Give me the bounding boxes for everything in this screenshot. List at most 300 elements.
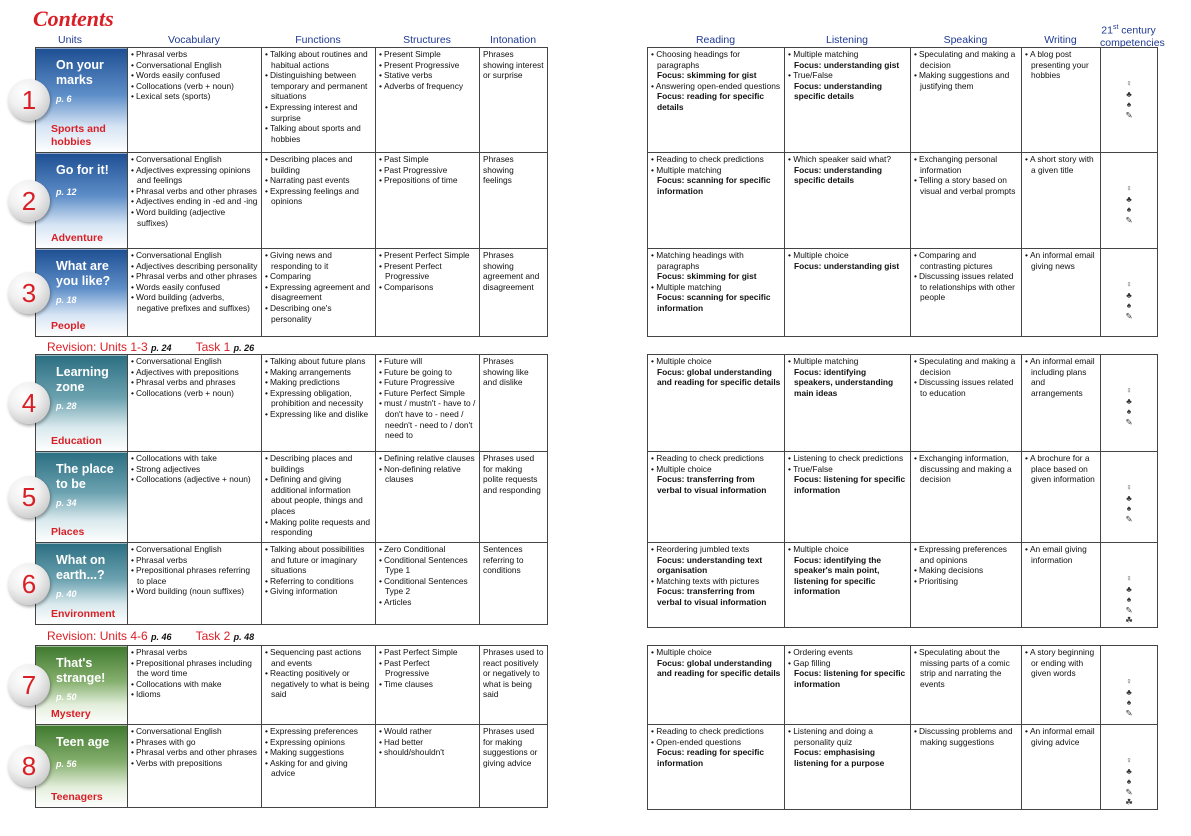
structures-item: • Present Progressive (379, 60, 476, 71)
intonation-cell: Phrases showing like and dislike (480, 355, 548, 452)
vocabulary-item: • Conversational English (131, 544, 258, 555)
unit-cell[interactable] (21, 153, 128, 249)
structures-item: • Future Progressive (379, 377, 476, 388)
vocabulary-cell (128, 543, 262, 625)
competencies-cell (1101, 249, 1158, 337)
speaking-cell (911, 48, 1022, 153)
task-label: Task 1 (195, 340, 234, 354)
speaking-item: • Making suggestions and justifying them (914, 70, 1018, 91)
competency-icon: ✎ (1125, 707, 1133, 718)
reading-cell (648, 355, 785, 452)
writing-cell (1022, 452, 1101, 543)
structures-item: • Conditional Sentences Type 2 (379, 576, 476, 597)
listening-item-focus: Focus: listening for specific information (794, 474, 906, 495)
intonation-cell: Phrases used for making suggestions or giving advice (480, 725, 548, 808)
listening-cell (785, 153, 911, 249)
structures-cell (376, 153, 480, 249)
reading-cell (648, 543, 785, 628)
competency-icon: ♠ (1126, 99, 1132, 110)
right-header-2: Speaking (943, 34, 988, 46)
unit-title: On your marks (56, 58, 104, 87)
listening-cell (785, 48, 911, 153)
functions-cell (262, 725, 376, 808)
reading-item: • Matching texts with pictures (651, 575, 760, 586)
unit-title: Learning zone (56, 365, 109, 394)
left-header-0: Units (58, 34, 82, 46)
writing-cell (1022, 725, 1101, 810)
functions-item: • Describing one's personality (265, 303, 372, 324)
revision-line[interactable] (47, 340, 254, 354)
speaking-cell (911, 355, 1022, 452)
structures-item: • Had better (379, 737, 476, 748)
vocabulary-item: • Phrasal verbs (131, 647, 258, 658)
reading-item-focus: Focus: skimming for gist (657, 271, 757, 282)
functions-item: • Giving information (265, 586, 372, 597)
vocabulary-item: • Phrases with go (131, 737, 258, 748)
page-title: Contents (33, 6, 114, 31)
competency-icon: ♣ (1126, 193, 1132, 204)
unit-theme: People (51, 320, 86, 332)
functions-item: • Making suggestions (265, 747, 372, 758)
vocabulary-item: • Conversational English (131, 250, 258, 261)
vocabulary-item: • Adjectives with prepositions (131, 367, 258, 378)
reading-item-focus: Focus: scanning for specific information (657, 292, 771, 313)
writing-item: • An email giving information (1025, 544, 1097, 565)
reading-item: • Reordering jumbled texts (651, 544, 750, 554)
unit-skills-row (648, 153, 1158, 249)
reading-item-focus: Focus: transferring from verbal to visual information (657, 586, 767, 607)
competencies-cell (1101, 646, 1158, 725)
unit-cell[interactable] (21, 543, 128, 625)
unit-title: That's strange! (56, 656, 106, 685)
unit-number-badge: 3 (8, 272, 50, 314)
vocabulary-item: • Collocations (verb + noun) (131, 81, 258, 92)
left-header-3: Structures (403, 34, 451, 46)
functions-item: • Asking for and giving advice (265, 758, 372, 779)
vocabulary-item: • Conversational English (131, 726, 258, 737)
reading-item: • Multiple matching (651, 164, 722, 175)
unit-page: p. 50 (56, 692, 77, 702)
reading-item: • Reading to check predictions (651, 726, 764, 736)
vocabulary-item: • Adjectives ending in -ed and -ing (131, 196, 258, 207)
vocabulary-item: • Phrasal verbs (131, 49, 258, 60)
competency-icon: ♣ (1126, 88, 1132, 99)
speaking-cell (911, 153, 1022, 249)
writing-cell (1022, 249, 1101, 337)
vocabulary-item: • Word building (noun suffixes) (131, 586, 258, 597)
vocabulary-item: • Adjectives expressing opinions and feelings (131, 165, 258, 186)
listening-item: • Listening to check predictions (788, 453, 904, 463)
functions-cell (262, 249, 376, 337)
speaking-item: • Exchanging information, discussing and making a decision (914, 453, 1018, 485)
structures-cell (376, 646, 480, 725)
listening-cell (785, 249, 911, 337)
listening-cell (785, 725, 911, 810)
structures-item: • Present Perfect Simple (379, 250, 476, 261)
vocabulary-item: • Words easily confused (131, 70, 258, 81)
speaking-item: • Prioritising (914, 576, 1018, 587)
vocabulary-item: • Words easily confused (131, 282, 258, 293)
reading-cell (648, 452, 785, 543)
vocabulary-cell (128, 452, 262, 543)
unit-cell[interactable] (21, 646, 128, 725)
unit-skills-row (648, 48, 1158, 153)
competencies-cell (1101, 452, 1158, 543)
listening-item: • Which speaker said what? (788, 154, 892, 164)
functions-item: • Talking about sports and hobbies (265, 123, 372, 144)
unit-theme: Environment (51, 608, 116, 620)
revision-label: Revision: Units 4-6 (47, 629, 152, 643)
listening-item-focus: Focus: understanding specific details (794, 80, 882, 102)
reading-item: • Reading to check predictions (651, 453, 764, 463)
vocabulary-cell (128, 48, 262, 153)
unit-title: Teen age (56, 735, 110, 749)
speaking-cell (911, 543, 1022, 628)
competencies-cell (1101, 543, 1158, 628)
revision-label: Revision: Units 1-3 (47, 340, 152, 354)
competency-icon: ♠ (1126, 503, 1132, 514)
competency-icon: ♣ (1126, 686, 1132, 697)
intonation-cell: Phrases used for making polite requests and responding (480, 452, 548, 543)
writing-cell (1022, 543, 1101, 628)
functions-item: • Expressing opinions (265, 737, 372, 748)
competency-icon: ✎ (1125, 109, 1133, 120)
structures-cell (376, 452, 480, 543)
speaking-cell (911, 452, 1022, 543)
listening-cell (785, 543, 911, 628)
vocabulary-item: • Lexical sets (sports) (131, 91, 258, 102)
structures-item: • must / mustn't - have to / don't have to - need / needn't - need to / don't need to (379, 398, 476, 440)
vocabulary-item: • Adjectives describing personality (131, 261, 258, 272)
right-contents-table (647, 645, 1158, 810)
structures-item: • Present Perfect Progressive (379, 261, 476, 282)
vocabulary-item: • Idioms (131, 689, 258, 700)
reading-cell (648, 646, 785, 725)
vocabulary-item: • Prepositional phrases referring to place (131, 565, 258, 586)
writing-item: • A brochure for a place based on given information (1025, 453, 1097, 485)
structures-item: • Conditional Sentences Type 1 (379, 555, 476, 576)
competency-icon: ✎ (1125, 214, 1133, 225)
unit-theme: Places (51, 526, 85, 538)
unit-row (36, 153, 548, 249)
unit-cell[interactable] (21, 452, 128, 543)
unit-cell[interactable] (21, 725, 128, 808)
listening-item-focus: Focus: understanding specific details (794, 164, 882, 186)
writing-cell (1022, 48, 1101, 153)
functions-item: • Giving news and responding to it (265, 250, 372, 271)
functions-item: • Defining and giving additional information about people, things and places (265, 474, 372, 516)
listening-item-focus: Focus: understanding gist (794, 260, 900, 271)
unit-row (36, 249, 548, 337)
competency-icon: ♣ (1126, 289, 1132, 300)
functions-item: • Comparing (265, 271, 372, 282)
right-header-0: Reading (695, 34, 736, 46)
listening-item: • Listening and doing a personality quiz (788, 726, 873, 747)
vocabulary-item: • Phrasal verbs and other phrases (131, 747, 258, 758)
functions-item: • Expressing obligation, prohibition and necessity (265, 388, 372, 409)
unit-theme: Education (51, 435, 102, 447)
reading-item: • Multiple choice (651, 356, 712, 366)
left-header-4: Intonation (489, 34, 537, 46)
functions-cell (262, 646, 376, 725)
unit-number-badge: 4 (8, 382, 50, 424)
vocabulary-item: • Conversational English (131, 154, 258, 165)
unit-row (36, 452, 548, 543)
structures-item: • Adverbs of frequency (379, 81, 476, 92)
speaking-item: • Discussing issues related to relationships with other people (914, 271, 1018, 303)
functions-cell (262, 48, 376, 153)
competency-icon: ♠ (1126, 406, 1132, 417)
structures-item: • Future be going to (379, 367, 476, 378)
reading-item: • Reading to check predictions (651, 154, 764, 164)
functions-cell (262, 355, 376, 452)
structures-cell (376, 249, 480, 337)
structures-item: • Defining relative clauses (379, 453, 476, 464)
functions-item: • Narrating past events (265, 175, 372, 186)
listening-item-focus: Focus: emphasising listening for a purpose (794, 747, 885, 768)
speaking-item: • Discussing problems and making suggestions (914, 726, 1018, 747)
writing-item: • A blog post presenting your hobbies (1025, 49, 1097, 81)
revision-page: p. 24 (151, 343, 172, 353)
competencies-cell (1101, 725, 1158, 810)
reading-item: • Multiple matching (651, 281, 722, 292)
reading-item: • Choosing headings for paragraphs (651, 49, 741, 70)
listening-item: • Gap filling (788, 657, 831, 668)
vocabulary-cell (128, 153, 262, 249)
unit-theme: Adventure (51, 232, 103, 244)
listening-cell (785, 646, 911, 725)
competency-icon: ♠ (1126, 697, 1132, 708)
competency-icon: ☘ (1125, 797, 1133, 808)
left-contents-table (21, 47, 548, 337)
structures-item: • Past Perfect Progressive (379, 658, 476, 679)
functions-item: • Sequencing past actions and events (265, 647, 372, 668)
vocabulary-item: • Collocations with take (131, 453, 258, 464)
reading-item: • Open-ended questions (651, 736, 742, 747)
competency-icon: ♣ (1126, 765, 1132, 776)
listening-item-focus: Focus: identifying the speaker's main point, listening for specific information (794, 554, 882, 597)
functions-item: • Expressing agreement and disagreement (265, 282, 372, 303)
vocabulary-cell (128, 249, 262, 337)
competencies-cell (1101, 48, 1158, 153)
unit-title: Go for it! (56, 163, 109, 177)
task-page: p. 48 (233, 632, 255, 642)
functions-item: • Expressing interest and surprise (265, 102, 372, 123)
unit-page: p. 40 (56, 589, 77, 599)
functions-cell (262, 153, 376, 249)
unit-row (36, 355, 548, 452)
listening-item: • Ordering events (788, 647, 853, 657)
unit-cell[interactable] (21, 249, 128, 337)
writing-cell (1022, 646, 1101, 725)
competencies-cell (1101, 355, 1158, 452)
reading-cell (648, 249, 785, 337)
unit-number-badge: 5 (8, 476, 50, 518)
reading-item: • Matching headings with paragraphs (651, 250, 744, 271)
vocabulary-item: • Collocations with make (131, 679, 258, 690)
structures-item: • Articles (379, 597, 476, 608)
revision-line[interactable] (47, 629, 254, 643)
structures-cell (376, 48, 480, 153)
competency-icon: ♀ (1125, 279, 1133, 289)
structures-item: • Present Simple (379, 49, 476, 60)
functions-item: • Making polite requests and responding (265, 517, 372, 538)
unit-page: p. 6 (56, 94, 72, 104)
vocabulary-cell (128, 646, 262, 725)
functions-cell (262, 452, 376, 543)
writing-item: • A story beginning or ending with given words (1025, 647, 1097, 679)
revision-page: p. 46 (151, 632, 172, 642)
functions-item: • Making arrangements (265, 367, 372, 378)
structures-item: • Zero Conditional (379, 544, 476, 555)
writing-cell (1022, 355, 1101, 452)
vocabulary-item: • Phrasal verbs and other phrases (131, 186, 258, 197)
unit-number-badge: 6 (8, 563, 50, 605)
vocabulary-item: • Word building (adverbs, negative prefixes and suffixes) (131, 292, 258, 313)
intonation-cell: Phrases showing feelings (480, 153, 548, 249)
structures-cell (376, 543, 480, 625)
competency-icon: ♀ (1125, 183, 1133, 193)
speaking-item: • Speculating and making a decision (914, 356, 1018, 377)
unit-number-badge: 7 (8, 664, 50, 706)
speaking-item: • Speculating and making a decision (914, 49, 1018, 70)
right-header-4: 21st century competencies (1100, 24, 1165, 49)
reading-item-focus: Focus: reading for specific details (657, 91, 765, 112)
functions-item: • Referring to conditions (265, 576, 372, 587)
structures-item: • Past Perfect Simple (379, 647, 476, 658)
structures-cell (376, 355, 480, 452)
competency-icon: ♠ (1126, 300, 1132, 311)
reading-cell (648, 48, 785, 153)
task-page: p. 26 (233, 343, 255, 353)
unit-row (36, 725, 548, 808)
reading-cell (648, 725, 785, 810)
listening-item-focus: Focus: identifying speakers, understanding main ideas (794, 366, 894, 398)
reading-item-focus: Focus: reading for specific information (657, 747, 765, 768)
unit-skills-row (648, 452, 1158, 543)
left-header-1: Vocabulary (168, 34, 220, 46)
vocabulary-item: • Phrasal verbs (131, 555, 258, 566)
vocabulary-item: • Strong adjectives (131, 464, 258, 475)
unit-row (36, 646, 548, 725)
intonation-cell: Phrases showing interest or surprise (480, 48, 548, 153)
competency-icon: ♣ (1126, 583, 1132, 594)
reading-item-focus: Focus: skimming for gist (657, 70, 757, 81)
unit-title: The place to be (56, 462, 114, 491)
unit-title: What are you like? (56, 259, 111, 288)
functions-item: • Reacting positively or negatively to what is being said (265, 668, 372, 700)
unit-cell[interactable] (21, 48, 128, 153)
structures-item: • Past Simple (379, 154, 476, 165)
speaking-item: • Comparing and contrasting pictures (914, 250, 1018, 271)
task-label: Task 2 (195, 629, 234, 643)
listening-item: • Multiple choice (788, 250, 849, 260)
left-header-2: Functions (295, 34, 341, 46)
unit-page: p. 12 (56, 187, 77, 197)
unit-skills-row (648, 355, 1158, 452)
vocabulary-item: • Verbs with prepositions (131, 758, 258, 769)
competency-icon: ♀ (1125, 385, 1133, 395)
reading-item: • Multiple choice (651, 463, 712, 474)
competency-icon: ✎ (1125, 786, 1133, 797)
vocabulary-item: • Collocations (verb + noun) (131, 388, 258, 399)
competency-icon: ♀ (1125, 676, 1133, 686)
functions-item: • Describing places and building (265, 154, 372, 175)
listening-cell (785, 452, 911, 543)
competency-icon: ♣ (1126, 492, 1132, 503)
competency-icon: ✎ (1125, 513, 1133, 524)
unit-theme: Teenagers (51, 791, 103, 803)
structures-item: • Time clauses (379, 679, 476, 690)
listening-item: • True/False (788, 463, 833, 474)
structures-item: • should/shouldn't (379, 747, 476, 758)
unit-theme: Sports and hobbies (51, 123, 106, 148)
functions-cell (262, 543, 376, 625)
competency-icon: ✎ (1125, 416, 1133, 427)
speaking-item: • Making decisions (914, 565, 1018, 576)
structures-item: • Non-defining relative clauses (379, 464, 476, 485)
intonation-cell: Sentences referring to conditions (480, 543, 548, 625)
listening-item: • True/False (788, 70, 833, 81)
reading-item-focus: Focus: transferring from verbal to visual information (657, 474, 767, 495)
vocabulary-item: • Phrasal verbs and other phrases (131, 271, 258, 282)
speaking-item: • Expressing preferences and opinions (914, 544, 1018, 565)
speaking-item: • Telling a story based on visual and verbal prompts (914, 175, 1018, 196)
competency-icon: ✎ (1125, 310, 1133, 321)
functions-item: • Talking about possibilities and future or imaginary situations (265, 544, 372, 576)
unit-cell[interactable] (21, 355, 128, 452)
vocabulary-cell (128, 725, 262, 808)
listening-cell (785, 355, 911, 452)
functions-item: • Describing places and buildings (265, 453, 372, 474)
structures-item: • Future Perfect Simple (379, 388, 476, 399)
writing-cell (1022, 153, 1101, 249)
vocabulary-cell (128, 355, 262, 452)
listening-item: • Multiple choice (788, 544, 849, 554)
competency-icon: ✎ (1125, 604, 1133, 615)
reading-item-focus: Focus: understanding text organisation (657, 554, 763, 576)
writing-item: • A short story with a given title (1025, 154, 1097, 175)
unit-row (36, 48, 548, 153)
competency-icon: ♀ (1125, 573, 1133, 583)
unit-skills-row (648, 249, 1158, 337)
vocabulary-item: • Collocations (adjective + noun) (131, 474, 258, 485)
writing-item: • An informal email including plans and arrangements (1025, 356, 1097, 398)
reading-cell (648, 153, 785, 249)
unit-page: p. 34 (56, 498, 77, 508)
competency-icon: ♀ (1125, 482, 1133, 492)
vocabulary-item: • Conversational English (131, 60, 258, 71)
competency-icon: ♠ (1126, 594, 1132, 605)
reading-item-focus: Focus: global understanding and reading for specific details (657, 366, 781, 388)
reading-item-focus: Focus: global understanding and reading for specific details (657, 657, 781, 679)
reading-item-focus: Focus: scanning for specific information (657, 175, 771, 196)
reading-item: • Multiple choice (651, 647, 712, 657)
functions-item: • Expressing feelings and opinions (265, 186, 372, 207)
structures-item: • Future will (379, 356, 476, 367)
unit-page: p. 56 (56, 759, 77, 769)
unit-title: What on earth...? (56, 553, 106, 582)
vocabulary-item: • Phrasal verbs and phrases (131, 377, 258, 388)
functions-item: • Talking about future plans (265, 356, 372, 367)
speaking-cell (911, 725, 1022, 810)
left-contents-table (21, 354, 548, 625)
unit-page: p. 18 (56, 295, 77, 305)
functions-item: • Expressing like and dislike (265, 409, 372, 420)
listening-item-focus: Focus: understanding gist (794, 59, 900, 70)
speaking-cell (911, 249, 1022, 337)
competency-icon: ☘ (1125, 615, 1133, 626)
